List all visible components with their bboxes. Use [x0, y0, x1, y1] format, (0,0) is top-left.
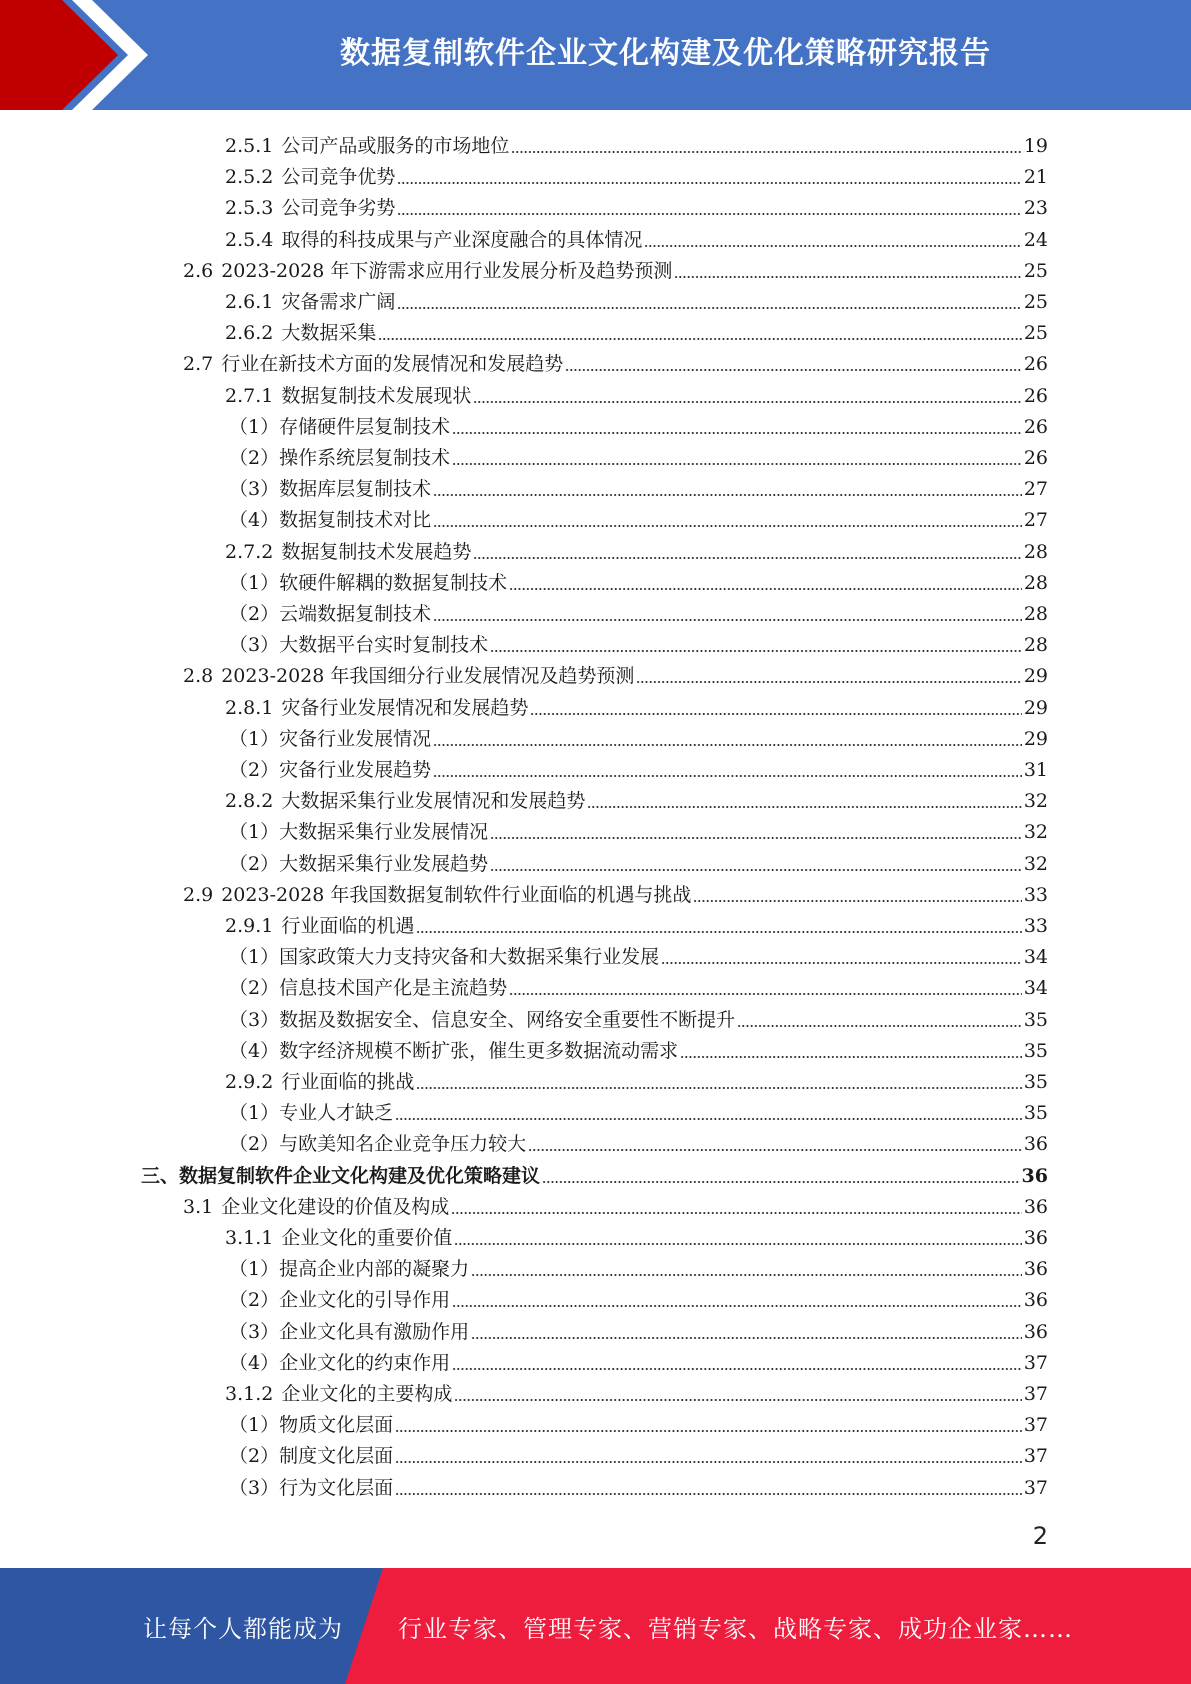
- toc-leader-dots: [397, 182, 1021, 184]
- toc-entry-page: 31: [1023, 759, 1048, 781]
- toc-entry-title: 国家政策大力支持灾备和大数据采集行业发展: [279, 946, 660, 969]
- toc-entry-title: 数据复制技术对比: [279, 509, 432, 532]
- toc-entry-number: 2.9: [183, 883, 214, 906]
- toc-entry-number: （1）: [229, 571, 280, 594]
- toc-entry-page: 28: [1023, 603, 1048, 625]
- toc-entry-title: 2023-2028 年我国细分行业发展情况及趋势预测: [221, 665, 635, 688]
- toc-entry[interactable]: [229, 1281, 1048, 1312]
- toc-entry-page: 21: [1023, 166, 1048, 189]
- chevron-arrow-decoration: [0, 0, 160, 110]
- toc-leader-dots: [395, 1118, 1022, 1120]
- toc-entry-number: 2.7.1: [225, 384, 274, 407]
- toc-entry[interactable]: [225, 127, 1048, 158]
- toc-entry[interactable]: [225, 1063, 1048, 1094]
- toc-entry[interactable]: [229, 1313, 1048, 1344]
- toc-entry-page: 26: [1023, 384, 1048, 407]
- toc-entry[interactable]: [229, 1344, 1048, 1375]
- toc-entry-title: 灾备行业发展情况: [279, 727, 432, 750]
- toc-entry-number: 2.6: [183, 259, 214, 282]
- toc-entry-number: 2.9.2: [225, 1071, 274, 1093]
- toc-leader-dots: [528, 1149, 1022, 1151]
- toc-leader-dots: [433, 619, 1022, 621]
- toc-entry-number: （1）: [229, 946, 280, 969]
- toc-entry-page: 29: [1023, 727, 1048, 750]
- toc-entry-title: 操作系统层复制技术: [279, 447, 451, 469]
- toc-entry[interactable]: [183, 876, 1048, 907]
- toc-entry[interactable]: [229, 1250, 1048, 1281]
- toc-entry-page: 32: [1023, 852, 1048, 875]
- toc-entry-page: 36: [1023, 1258, 1048, 1281]
- toc-entry-number: （2）: [229, 1133, 280, 1156]
- toc-entry-number: 三、: [141, 1164, 180, 1187]
- toc-entry-title: 提高企业内部的凝聚力: [279, 1258, 470, 1281]
- toc-entry-page: 33: [1023, 915, 1048, 937]
- toc-entry-title: 大数据采集行业发展情况: [279, 821, 489, 844]
- toc-entry-number: （3）: [229, 478, 280, 501]
- toc-entry[interactable]: [225, 158, 1048, 189]
- toc-entry-title: 数据库层复制技术: [279, 478, 432, 501]
- toc-entry[interactable]: [141, 1157, 1048, 1188]
- page-footer: [0, 1568, 1191, 1684]
- toc-entry-title: 大数据采集行业发展情况和发展趋势: [281, 790, 586, 813]
- toc-entry-title: 大数据平台实时复制技术: [279, 634, 489, 657]
- toc-entry-number: 2.7: [183, 353, 214, 376]
- toc-entry-page: 27: [1023, 478, 1048, 501]
- toc-leader-dots: [416, 1087, 1021, 1089]
- toc-entry[interactable]: [229, 470, 1048, 501]
- toc-entry-number: （2）: [229, 1445, 280, 1468]
- toc-entry-title: 公司竞争优势: [281, 166, 396, 189]
- toc-entry[interactable]: [225, 533, 1048, 564]
- toc-entry[interactable]: [229, 720, 1048, 751]
- toc-entry-page: 37: [1023, 1445, 1048, 1468]
- toc-entry[interactable]: [229, 1406, 1048, 1437]
- toc-entry[interactable]: [229, 408, 1048, 439]
- toc-entry[interactable]: [229, 813, 1048, 844]
- toc-entry[interactable]: [229, 845, 1048, 876]
- toc-leader-dots: [530, 713, 1021, 715]
- toc-entry-title: 制度文化层面: [279, 1445, 394, 1468]
- toc-entry-page: 37: [1023, 1383, 1048, 1405]
- toc-entry-number: 2.5.1: [225, 135, 274, 157]
- toc-leader-dots: [451, 1212, 1022, 1214]
- toc-entry-title: 数据复制软件企业文化构建及优化策略建议: [179, 1164, 541, 1187]
- toc-entry-title: 企业文化具有激励作用: [279, 1320, 470, 1343]
- toc-entry-title: 数据复制技术发展现状: [281, 384, 472, 407]
- toc-leader-dots: [471, 1274, 1022, 1276]
- toc-entry-number: （1）: [229, 1258, 280, 1281]
- toc-entry[interactable]: [225, 689, 1048, 720]
- toc-entry-page: 24: [1023, 228, 1048, 251]
- toc-entry-number: （3）: [229, 1476, 280, 1499]
- toc-entry[interactable]: [229, 439, 1048, 470]
- toc-entry-title: 取得的科技成果与产业深度融合的具体情况: [281, 228, 643, 251]
- toc-entry-number: 2.6.1: [225, 291, 274, 313]
- toc-entry-number: （2）: [229, 603, 280, 625]
- toc-entry-title: 企业文化的主要构成: [281, 1383, 453, 1405]
- toc-leader-dots: [433, 775, 1022, 777]
- toc-entry-page: 36: [1023, 1227, 1048, 1249]
- toc-entry-number: （2）: [229, 852, 280, 875]
- toc-leader-dots: [542, 1181, 1020, 1183]
- toc-leader-dots: [452, 1305, 1022, 1307]
- toc-leader-dots: [693, 900, 1021, 902]
- toc-entry-page: 32: [1023, 790, 1048, 813]
- toc-entry-title: 行业面临的机遇: [281, 915, 415, 937]
- toc-entry-number: （1）: [229, 415, 280, 438]
- toc-leader-dots: [511, 151, 1021, 153]
- toc-leader-dots: [395, 1493, 1022, 1495]
- toc-entry-page: 29: [1023, 665, 1048, 688]
- toc-leader-dots: [661, 962, 1022, 964]
- toc-entry[interactable]: [183, 252, 1048, 283]
- toc-entry-page: 26: [1023, 447, 1048, 469]
- toc-leader-dots: [378, 338, 1021, 340]
- toc-leader-dots: [433, 744, 1022, 746]
- toc-entry-page: 35: [1023, 1102, 1048, 1125]
- toc-entry-title: 行业面临的挑战: [281, 1071, 415, 1093]
- toc-entry-title: 存储硬件层复制技术: [279, 415, 451, 438]
- toc-entry-number: 3.1: [183, 1195, 214, 1218]
- toc-entry-number: 2.6.2: [225, 322, 274, 345]
- toc-entry[interactable]: [225, 782, 1048, 813]
- toc-entry-title: 2023-2028 年下游需求应用行业发展分析及趋势预测: [221, 259, 673, 282]
- toc-leader-dots: [509, 588, 1022, 590]
- toc-entry-number: 3.1.2: [225, 1383, 274, 1405]
- toc-leader-dots: [395, 1430, 1022, 1432]
- toc-leader-dots: [454, 1243, 1021, 1245]
- toc-entry-title: 2023-2028 年我国数据复制软件行业面临的机遇与挑战: [221, 883, 692, 906]
- toc-entry-page: 37: [1023, 1476, 1048, 1499]
- toc-leader-dots: [644, 245, 1021, 247]
- toc-entry-page: 36: [1023, 1289, 1048, 1312]
- toc-entry-page: 27: [1023, 509, 1048, 532]
- toc-entry-title: 大数据采集: [281, 322, 377, 345]
- toc-entry-number: （3）: [229, 1320, 280, 1343]
- toc-entry[interactable]: [229, 564, 1048, 595]
- toc-entry[interactable]: [225, 221, 1048, 252]
- toc-entry[interactable]: [229, 969, 1048, 1000]
- toc-entry-page: 34: [1023, 977, 1048, 1000]
- toc-leader-dots: [452, 463, 1022, 465]
- toc-entry[interactable]: [229, 626, 1048, 657]
- toc-entry[interactable]: [229, 1094, 1048, 1125]
- report-title: 数据复制软件企业文化构建及优化策略研究报告: [340, 36, 991, 71]
- toc-entry-number: （2）: [229, 1289, 280, 1312]
- toc-entry-page: 36: [1021, 1164, 1048, 1187]
- toc-leader-dots: [454, 1399, 1021, 1401]
- toc-entry[interactable]: [183, 1188, 1048, 1219]
- toc-leader-dots: [473, 401, 1021, 403]
- toc-leader-dots: [680, 1056, 1022, 1058]
- toc-entry-page: 28: [1023, 571, 1048, 594]
- toc-entry-number: （3）: [229, 1008, 280, 1031]
- toc-entry-number: 2.8: [183, 665, 214, 688]
- toc-entry-number: 3.1.1: [225, 1227, 274, 1249]
- toc-entry-number: （4）: [229, 1351, 280, 1374]
- toc-entry-page: 32: [1023, 821, 1048, 844]
- toc-entry-title: 企业文化的引导作用: [279, 1289, 451, 1312]
- toc-entry-page: 25: [1023, 322, 1048, 345]
- toc-entry-title: 信息技术国产化是主流趋势: [279, 977, 508, 1000]
- toc-entry[interactable]: [229, 1469, 1048, 1500]
- toc-leader-dots: [433, 525, 1022, 527]
- toc-entry-title: 公司竞争劣势: [281, 197, 396, 220]
- toc-entry-title: 专业人才缺乏: [279, 1102, 394, 1125]
- toc-entry-title: 与欧美知名企业竞争压力较大: [279, 1133, 527, 1156]
- toc-entry-page: 19: [1023, 135, 1048, 157]
- toc-entry-number: （2）: [229, 759, 280, 781]
- toc-entry-number: 2.7.2: [225, 540, 274, 563]
- toc-entry[interactable]: [225, 377, 1048, 408]
- toc-leader-dots: [397, 213, 1021, 215]
- toc-leader-dots: [452, 1368, 1022, 1370]
- toc-entry-page: 26: [1023, 415, 1048, 438]
- toc-entry-number: （2）: [229, 977, 280, 1000]
- toc-entry-page: 35: [1023, 1071, 1048, 1093]
- toc-leader-dots: [452, 432, 1022, 434]
- toc-entry-page: 36: [1023, 1195, 1048, 1218]
- toc-entry-page: 26: [1023, 353, 1048, 376]
- toc-entry[interactable]: [229, 1032, 1048, 1063]
- toc-entry-page: 25: [1023, 291, 1048, 313]
- toc-entry-title: 企业文化的约束作用: [279, 1351, 451, 1374]
- toc-leader-dots: [395, 1461, 1022, 1463]
- toc-leader-dots: [565, 369, 1022, 371]
- toc-entry-number: （1）: [229, 1414, 280, 1437]
- toc-leader-dots: [636, 681, 1021, 683]
- toc-entry-page: 37: [1023, 1414, 1048, 1437]
- toc-entry[interactable]: [229, 1437, 1048, 1468]
- toc-entry[interactable]: [229, 501, 1048, 532]
- toc-entry-page: 28: [1023, 634, 1048, 657]
- toc-leader-dots: [509, 993, 1022, 995]
- toc-entry-title: 灾备行业发展趋势: [279, 759, 432, 781]
- footer-slogan-right: 行业专家、管理专家、营销专家、战略专家、成功企业家……: [398, 1614, 1073, 1643]
- toc-entry-title: 软硬件解耦的数据复制技术: [279, 571, 508, 594]
- toc-entry-title: 企业文化的重要价值: [281, 1227, 453, 1249]
- toc-entry[interactable]: [183, 657, 1048, 688]
- toc-entry-number: （4）: [229, 509, 280, 532]
- toc-entry-number: （1）: [229, 727, 280, 750]
- toc-entry-page: 25: [1023, 259, 1048, 282]
- toc-entry[interactable]: [229, 595, 1048, 626]
- toc-entry-number: 2.5.2: [225, 166, 274, 189]
- toc-entry-title: 公司产品或服务的市场地位: [281, 135, 510, 157]
- page-header: [0, 0, 1191, 110]
- toc-entry-title: 云端数据复制技术: [279, 603, 432, 625]
- toc-entry[interactable]: [183, 345, 1048, 376]
- toc-entry-number: 2.8.2: [225, 790, 274, 813]
- toc-entry-title: 灾备需求广阔: [281, 291, 396, 313]
- toc-entry-number: （4）: [229, 1039, 280, 1062]
- toc-entry[interactable]: [229, 1125, 1048, 1156]
- toc-entry[interactable]: [229, 751, 1048, 782]
- toc-entry-page: 35: [1023, 1008, 1048, 1031]
- toc-entry[interactable]: [225, 907, 1048, 938]
- toc-entry-page: 33: [1023, 883, 1048, 906]
- toc-entry[interactable]: [225, 283, 1048, 314]
- toc-entry-number: 2.8.1: [225, 696, 274, 719]
- toc-entry-number: （3）: [229, 634, 280, 657]
- toc-entry[interactable]: [225, 1375, 1048, 1406]
- toc-entry[interactable]: [229, 1001, 1048, 1032]
- toc-entry-page: 37: [1023, 1351, 1048, 1374]
- toc-leader-dots: [471, 1337, 1022, 1339]
- toc-entry[interactable]: [225, 189, 1048, 220]
- toc-entry-page: 28: [1023, 540, 1048, 563]
- toc-entry-number: 2.9.1: [225, 915, 274, 937]
- toc-leader-dots: [490, 837, 1022, 839]
- toc-leader-dots: [587, 806, 1021, 808]
- page-number: 2: [1032, 1522, 1048, 1550]
- toc-entry-title: 数字经济规模不断扩张，催生更多数据流动需求: [279, 1039, 679, 1062]
- toc-leader-dots: [674, 276, 1021, 278]
- toc-entry-title: 物质文化层面: [279, 1414, 394, 1437]
- footer-slogan-left: 让每个人都能成为: [143, 1614, 343, 1643]
- toc-entry-title: 灾备行业发展情况和发展趋势: [281, 696, 529, 719]
- toc-leader-dots: [490, 650, 1022, 652]
- toc-entry-page: 23: [1023, 197, 1048, 220]
- toc-entry-number: 2.5.4: [225, 228, 274, 251]
- toc-entry-title: 大数据采集行业发展趋势: [279, 852, 489, 875]
- toc-entry-page: 34: [1023, 946, 1048, 969]
- toc-leader-dots: [433, 494, 1022, 496]
- toc-leader-dots: [490, 869, 1022, 871]
- toc-entry-title: 数据复制技术发展趋势: [281, 540, 472, 563]
- toc-entry-title: 行为文化层面: [279, 1476, 394, 1499]
- toc-entry-page: 36: [1023, 1320, 1048, 1343]
- toc-entry-number: 2.5.3: [225, 197, 274, 220]
- toc-entry-page: 29: [1023, 696, 1048, 719]
- toc-entry-number: （2）: [229, 447, 280, 469]
- toc-entry-title: 企业文化建设的价值及构成: [221, 1195, 450, 1218]
- toc-leader-dots: [737, 1025, 1022, 1027]
- toc-entry-page: 35: [1023, 1039, 1048, 1062]
- toc-entry[interactable]: [225, 1219, 1048, 1250]
- toc-entry-title: 数据及数据安全、信息安全、网络安全重要性不断提升: [279, 1008, 736, 1031]
- toc-entry[interactable]: [229, 938, 1048, 969]
- toc-entry-number: （1）: [229, 821, 280, 844]
- toc-entry-title: 行业在新技术方面的发展情况和发展趋势: [221, 353, 564, 376]
- toc-entry-page: 36: [1023, 1133, 1048, 1156]
- toc-leader-dots: [416, 931, 1021, 933]
- toc-leader-dots: [473, 557, 1021, 559]
- toc-entry-number: （1）: [229, 1102, 280, 1125]
- toc-leader-dots: [397, 307, 1021, 309]
- toc-entry[interactable]: [225, 314, 1048, 345]
